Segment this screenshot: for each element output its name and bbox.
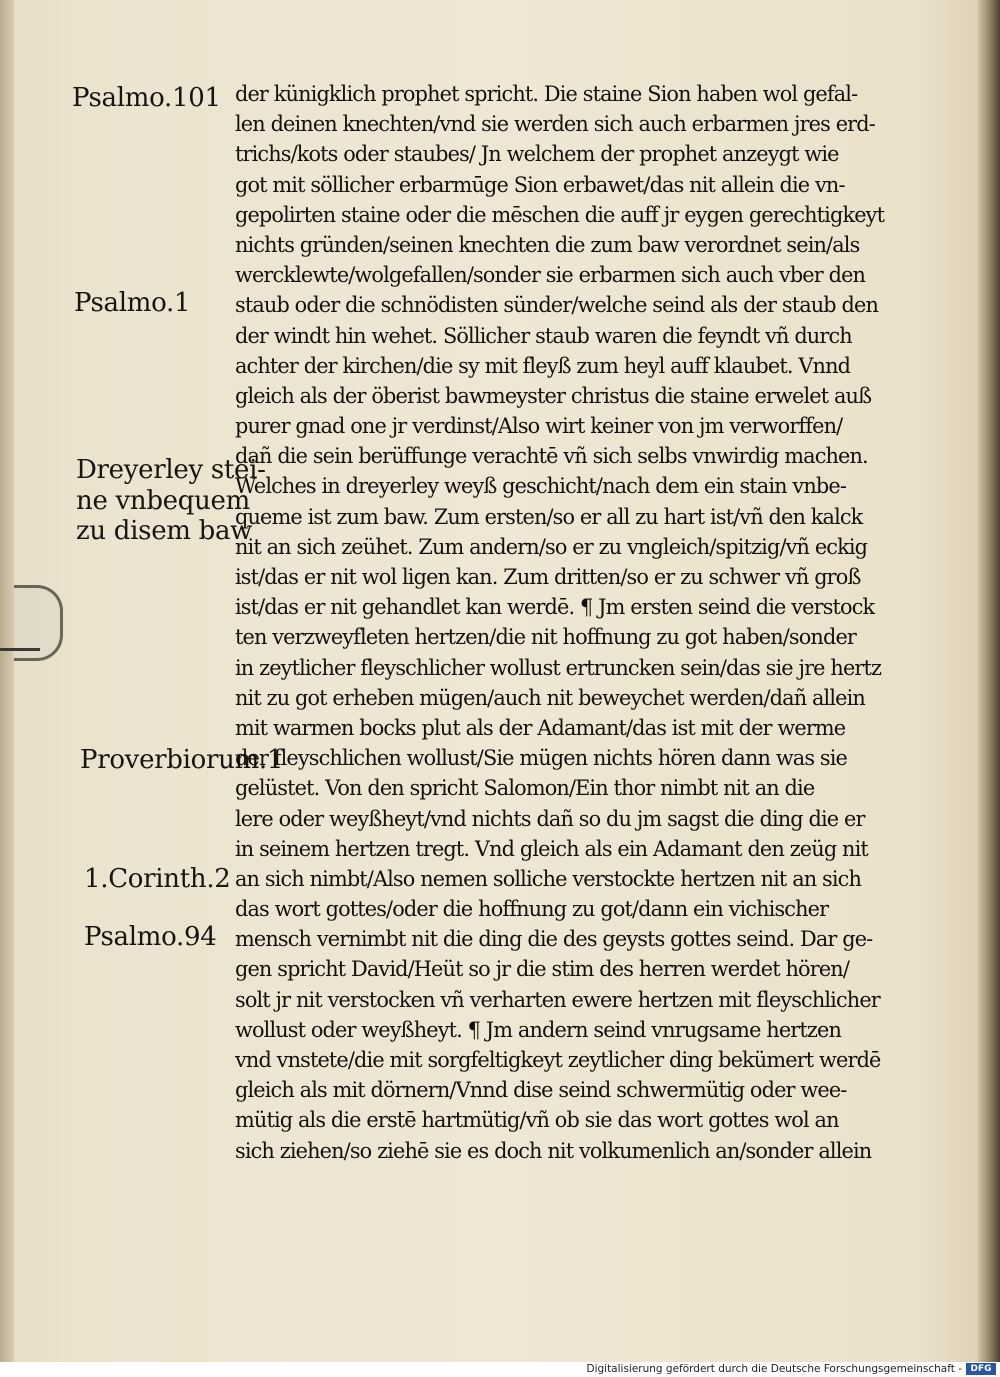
marginal-note: ne vnbequem xyxy=(76,486,250,516)
text-line: in zeytlicher fleyschlicher wollust ertruncken sein/das sie jre hertz xyxy=(235,655,882,681)
page-right-edge xyxy=(978,0,1000,1362)
main-text-column xyxy=(235,80,907,1167)
text-line: gepolirten staine oder die mēschen die auff jr eygen gerechtigkeyt xyxy=(235,202,885,228)
text-line: der windt hin wehet. Söllicher staub waren die feyndt vñ durch xyxy=(235,323,852,349)
funding-credit: Digitalisierung gefördert durch die Deutsche Forschungsgemeinschaft - xyxy=(586,1363,962,1375)
text-line: wollust oder weyßheyt. ¶ Jm andern seind vnrugsame hertzen xyxy=(235,1017,842,1043)
footer-bar xyxy=(0,1362,1000,1377)
text-line: trichs/kots oder staubes/ Jn welchem der prophet anzeygt wie xyxy=(235,142,839,168)
text-line: das wort gottes/oder die hoffnung zu got/dann ein vichischer xyxy=(235,897,829,923)
text-line: dañ die sein berüffunge verachtē vñ sich selbs vnwirdig machen. xyxy=(235,444,868,470)
page-left-edge xyxy=(0,0,14,1362)
text-line: Welches in dreyerley weyß geschicht/nach dem ein stain vnbe- xyxy=(235,474,846,500)
text-line: len deinen knechten/vnd sie werden sich auch erbarmen jres erd- xyxy=(235,112,875,138)
text-line: in seinem hertzen tregt. Vnd gleich als ein Adamant den zeüg nit xyxy=(235,836,868,862)
text-line: der künigklich prophet spricht. Die staine Sion haben wol gefal- xyxy=(235,82,858,107)
text-line: solt jr nit verstocken vñ verharten ewere hertzen mit fleyschlicher xyxy=(235,987,880,1013)
marginal-note: Psalmo.101 xyxy=(72,83,221,113)
text-line: ten verzweyfleten hertzen/die nit hoffnung zu got haben/sonder xyxy=(235,625,857,651)
marginal-note: 1.Corinth.2 xyxy=(84,864,231,894)
text-line: lere oder weyßheyt/vnd nichts dañ so du jm sagst die ding die er xyxy=(235,806,865,832)
text-line: got mit söllicher erbarmūge Sion erbawet/das nit allein die vn- xyxy=(235,172,845,198)
text-line: der fleyschlichen wollust/Sie mügen nichts hören dann was sie xyxy=(235,746,848,772)
marginal-note: Dreyerley stei- xyxy=(76,455,266,485)
binding-thread xyxy=(0,648,40,651)
text-line: nit zu got erheben mügen/auch nit beweychet werden/dañ allein xyxy=(235,685,865,711)
dfg-logo: DFG xyxy=(966,1363,996,1375)
text-line: mit warmen bocks plut als der Adamant/das ist mit der werme xyxy=(235,715,846,741)
text-line: nit an sich zeühet. Zum andern/so er zu vngleich/spitzig/vñ eckig xyxy=(235,534,868,560)
text-line: staub oder die schnödisten sünder/welche seind als der staub den xyxy=(235,293,879,319)
text-line: achter der kirchen/die sy mit fleyß zum heyl auff klaubet. Vnnd xyxy=(235,353,851,379)
marginal-note: Psalmo.94 xyxy=(84,922,217,952)
text-line: ist/das er nit wol ligen kan. Zum dritten/so er zu schwer vñ groß xyxy=(235,565,861,590)
text-line: gelüstet. Von den spricht Salomon/Ein thor nimbt nit an die xyxy=(235,776,815,802)
text-line: purer gnad one jr verdinst/Also wirt keiner von jm verworffen/ xyxy=(235,414,843,440)
text-line: wercklewte/wolgefallen/sonder sie erbarmen sich auch vber den xyxy=(235,263,866,289)
marginal-note: Psalmo.1 xyxy=(74,288,191,318)
text-line: ist/das er nit gehandlet kan werdē. ¶ Jm ersten seind die verstock xyxy=(235,595,875,621)
text-line: sich ziehen/so ziehē sie es doch nit volkumenlich an/sonder allein xyxy=(235,1138,872,1164)
marginal-note: zu disem baw xyxy=(76,516,253,546)
text-line: gen spricht David/Heüt so jr die stim des herren werdet hören/ xyxy=(235,957,849,983)
text-line: gleich als mit dörnern/Vnnd dise seind schwermütig oder wee- xyxy=(235,1078,847,1104)
marginal-note: Proverbiorum.1 xyxy=(80,745,284,775)
text-line: nichts gründen/seinen knechten die zum baw verordnet sein/als xyxy=(235,232,860,258)
text-line: gleich als der öberist bawmeyster christus die staine erwelet auß xyxy=(235,383,872,409)
text-line: an sich nimbt/Also nemen solliche verstockte hertzen nit an sich xyxy=(235,866,862,892)
text-line: mütig als die erstē hartmütig/vñ ob sie das wort gottes wol an xyxy=(235,1108,839,1134)
text-line: vnd vnstete/die mit sorgfeltigkeyt zeytlicher ding bekümert werdē xyxy=(235,1048,881,1073)
text-line: queme ist zum baw. Zum ersten/so er all zu hart ist/vñ den kalck xyxy=(235,504,863,530)
text-line: mensch vernimbt nit die ding die des geysts gottes seind. Dar ge- xyxy=(235,927,873,953)
